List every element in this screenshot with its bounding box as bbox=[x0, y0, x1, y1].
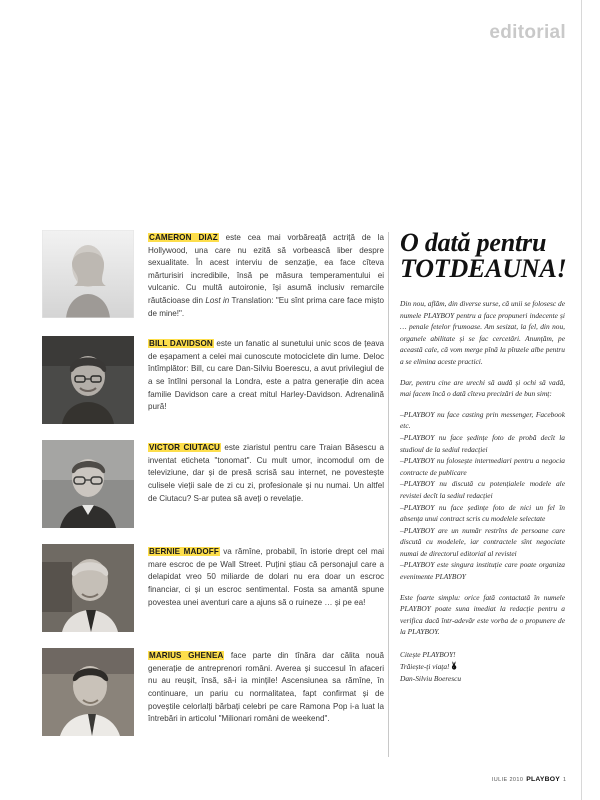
editorial-bullet: –PLAYBOY nu face casting prin messenger, Facebook etc. bbox=[400, 409, 565, 431]
contributor-paragraph bbox=[148, 232, 384, 320]
footer-page-number: 1 bbox=[562, 777, 566, 783]
contributor-text-part1: face parte din tînăra dar călita nouă generație de antreprenori români. Averea și succesul în afaceri nu au reușit, însă, să-i ia mințile! Ascensiunea sa rămîne, în continuare, un pariu cu normalitatea, fapt confirmat și de poveștile celorlalți bărbați celebri pe care Ramona Pop i-a luat la întrebări in articolul "Milionari români de weekend". bbox=[148, 651, 384, 724]
footer-date: IULIE 2010 bbox=[491, 777, 524, 783]
contributor-text-part1: este un fanatic al sunetului unic scos de țeava de eșapament a celei mai cunoscute motociclete din lume. Deloc întîmplător: Bill, cu care Dan-Silviu Boerescu, a avut privilegiul de a se întîlni personal la Londra, este a patra generație din acea familie Davidson care a creat mitul Harley-Davidson. Adrenalină pură! bbox=[148, 339, 384, 412]
contributor-paragraph bbox=[148, 338, 384, 414]
list-item bbox=[42, 440, 384, 528]
content-columns bbox=[0, 230, 600, 770]
editorial-bullet: –PLAYBOY este singura instituție care poate organiza evenimente PLAYBOY bbox=[400, 560, 565, 582]
contributor-paragraph bbox=[148, 546, 384, 609]
editorial-bullet: –PLAYBOY nu discută cu potențialele modele ale revistei decît la sediul redacției bbox=[400, 479, 565, 500]
editorial-bullet: –PLAYBOY nu folosește intermediari pentru a negocia contracte de publicare bbox=[400, 456, 565, 477]
editorial-signoff bbox=[400, 649, 565, 685]
contributors-column bbox=[42, 230, 384, 752]
contributor-text-part1: este cea mai vorbăreață actriță de la Hollywood, una care nu ezită să vorbească liber despre sexualitate. În acest interviu de senzație, ea face cîteva mărturisiri incredibile, însă pe măsura temperamentului ei vulcanic. Cu multă autoironie, își asumă inclusiv remarcile răutăcioase din bbox=[148, 233, 384, 305]
contributor-name: CAMERON DIAZ bbox=[149, 233, 218, 242]
signoff-line-2: Trăiește-ți viața! bbox=[400, 661, 450, 671]
list-item-body bbox=[134, 544, 384, 609]
list-item-body bbox=[134, 440, 384, 505]
signoff-line-1: Citește PLAYBOY! bbox=[400, 650, 456, 660]
list-item-body bbox=[134, 648, 384, 726]
contributor-paragraph bbox=[148, 442, 384, 505]
page-title: editorial bbox=[489, 22, 566, 43]
column-divider bbox=[388, 232, 389, 757]
editorial-column bbox=[400, 230, 565, 685]
contributor-text-part1: va rămîne, probabil, în istorie drept cel mai mare escroc de pe Wall Street. Puțini știau că personajul care a delapidat vreo 50 miliarde de dolari nu era doar un escroc financiar, ci și un escroc sentimental. Fosta sa amantă spune povestea unei aventuri care a ajuns să o ruineze … și pe ea! bbox=[148, 547, 385, 607]
headline-line-1: O dată pentru bbox=[400, 228, 547, 257]
signoff-line-2-wrapper bbox=[400, 661, 565, 674]
page-header bbox=[0, 22, 579, 44]
contributor-name: BILL DAVIDSON bbox=[149, 339, 213, 349]
headline-line-2: TOTDEAUNA! bbox=[400, 254, 567, 283]
contributor-text-part1: este ziaristul pentru care Traian Băsescu a inventat eticheta "tonomat". Cu mult umor, incomodul om de televiziune, dar și de presă scrisă sau internet, ne povestește culisele vieții sale de zi cu zi, profesionale și nu numai. Un altfel de Ciutacu? S-ar putea să aveți o revelație. bbox=[148, 443, 384, 503]
list-item-body bbox=[134, 336, 384, 414]
portrait-bill-davidson bbox=[42, 336, 134, 424]
list-item-body bbox=[134, 230, 384, 320]
portrait-cameron-diaz bbox=[42, 230, 134, 318]
list-item bbox=[42, 544, 384, 632]
list-item bbox=[42, 648, 384, 736]
contributor-name: MARIUS GHENEA bbox=[149, 651, 224, 661]
portrait-victor-ciutacu bbox=[42, 440, 134, 528]
editorial-bullet: –PLAYBOY nu face ședințe foto de nici un fel în absența unui contract scris cu modelele selectate bbox=[400, 502, 565, 524]
contributor-paragraph bbox=[148, 650, 384, 726]
author-signature: Dan-Silviu Boerescu bbox=[400, 674, 462, 684]
portrait-marius-ghenea bbox=[42, 648, 134, 736]
editorial-paragraph-3: Este foarte simplu: orice fată contactată în numele PLAYBOY poate suna imediat la redacție pentru a verifica dacă într-adevăr este vorba de o propunere de la PLAYBOY. bbox=[400, 592, 565, 637]
footer-brand: PLAYBOY bbox=[526, 776, 560, 783]
contributor-italic-title: Lost in bbox=[205, 295, 230, 305]
list-item bbox=[42, 336, 384, 424]
portrait-bernie-madoff bbox=[42, 544, 134, 632]
contributor-name: VICTOR CIUTACU bbox=[149, 443, 221, 453]
editorial-headline bbox=[400, 230, 565, 282]
editorial-bullet-list bbox=[400, 409, 565, 583]
editorial-paragraph-2: Dar, pentru cine are urechi să audă și ochi să vadă, mai facem încă o dată cîteva precizări de bun simț: bbox=[400, 377, 565, 399]
editorial-bullet: –PLAYBOY are un număr restrîns de persoane care discută cu modelele, iar contractele sînt negociate numai de directorul editorial al revistei bbox=[400, 525, 565, 558]
playboy-bunny-icon bbox=[451, 661, 458, 674]
list-item bbox=[42, 230, 384, 320]
contributor-name: BERNIE MADOFF bbox=[149, 547, 219, 557]
page-footer bbox=[0, 768, 579, 786]
editorial-paragraph-1: Din nou, aflăm, din diverse surse, că unii se folosesc de numele PLAYBOY pentru a face propuneri indecente și … penale fetelor frumoase. Am sesizat, la fel, din nou, organele abilitate și se fac cercetări. Anunțăm, pe această cale, că vom merge pînă la pînzele albe pentru a se elimina aceste practici. bbox=[400, 299, 565, 366]
contributor-text-part2: Translation: "Eu sînt prima care face mișto de mine!". bbox=[148, 295, 384, 318]
editorial-bullet: –PLAYBOY nu face ședințe foto de probă decît la studioul de la sediul redacției bbox=[400, 432, 565, 454]
